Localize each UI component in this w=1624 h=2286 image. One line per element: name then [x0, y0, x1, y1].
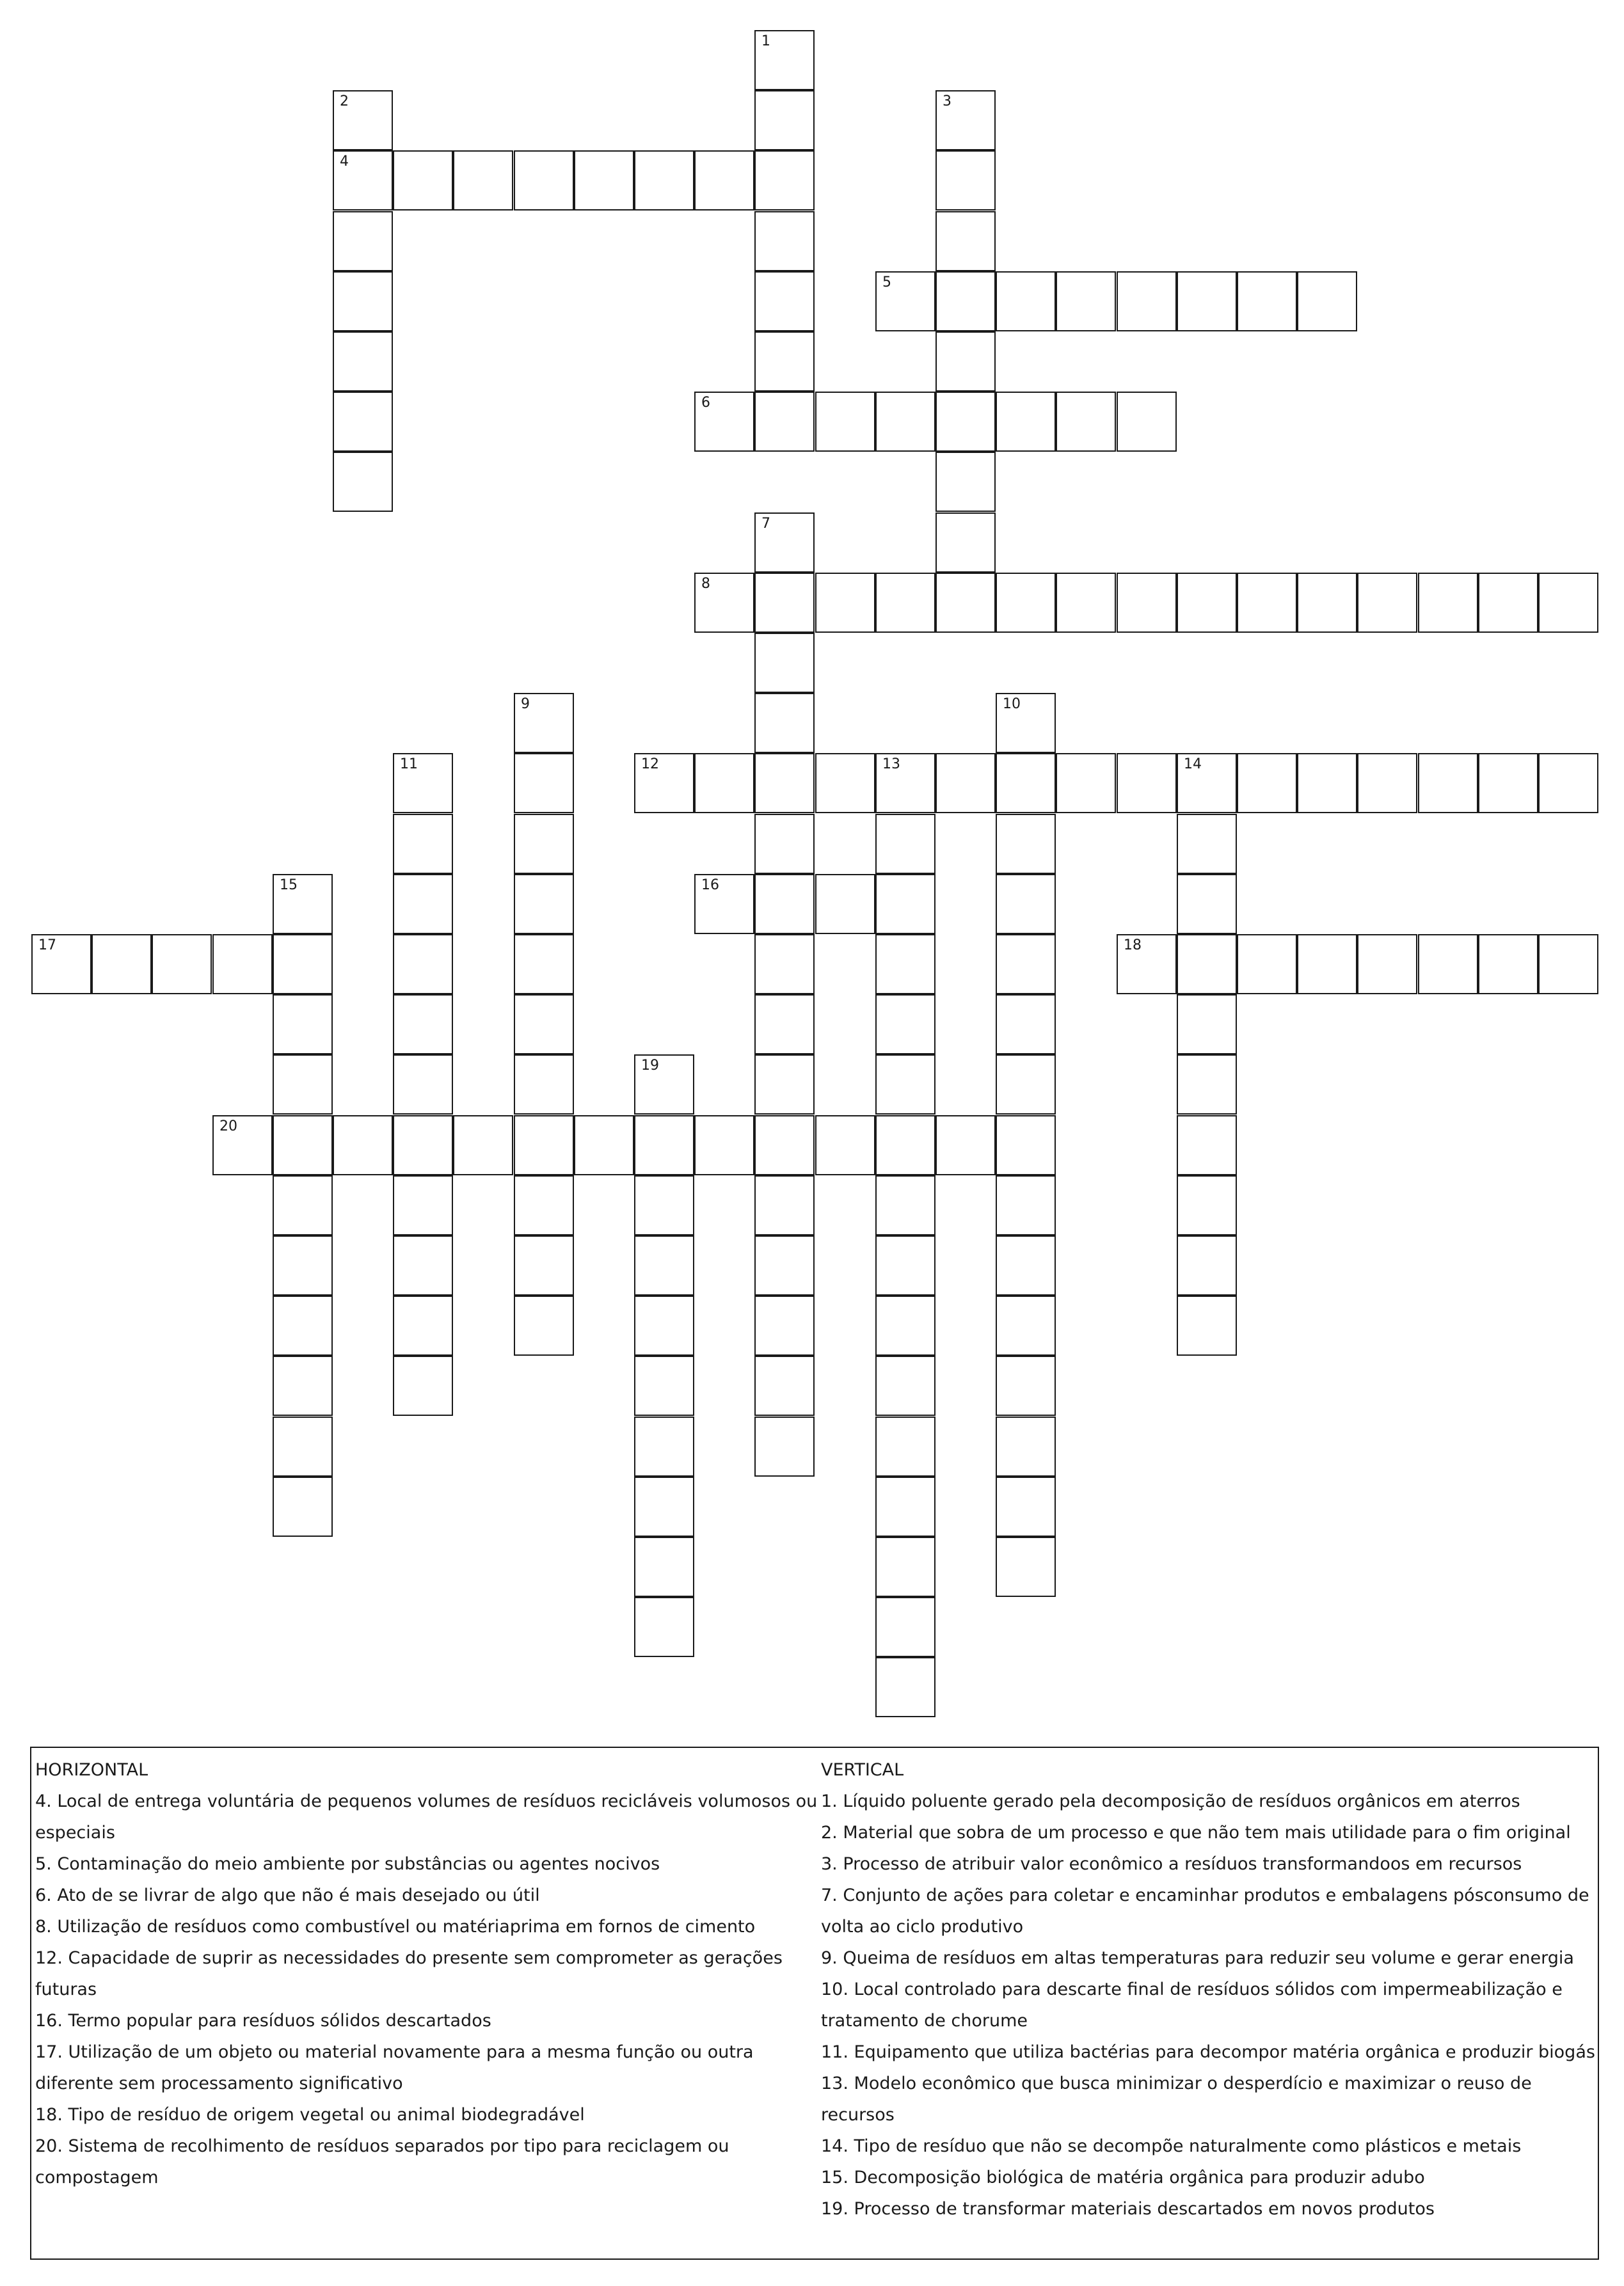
grid-cell[interactable] [1177, 874, 1237, 934]
grid-cell[interactable] [273, 1477, 333, 1537]
grid-cell[interactable] [996, 573, 1056, 633]
grid-cell[interactable] [634, 1296, 694, 1356]
grid-cell[interactable] [875, 573, 935, 633]
grid-cell[interactable] [694, 1115, 754, 1175]
grid-cell[interactable] [333, 271, 393, 331]
grid-cell[interactable] [754, 512, 815, 573]
horizontal-clue-list [35, 1786, 822, 2193]
grid-cell[interactable] [273, 1356, 333, 1416]
grid-cell[interactable] [754, 814, 815, 874]
clue-item: 4. Local de entrega voluntária de pequenos volumes de resíduos recicláveis volumosos ou especiais [35, 1791, 818, 1843]
grid-cell[interactable] [875, 271, 935, 331]
grid-cell[interactable] [1117, 271, 1177, 331]
grid-cell[interactable] [875, 934, 935, 994]
grid-cell[interactable] [453, 1115, 513, 1175]
grid-cell[interactable] [1478, 753, 1538, 813]
grid-cell[interactable] [273, 1235, 333, 1296]
grid-cell[interactable] [754, 211, 815, 271]
grid-cell[interactable] [1297, 753, 1357, 813]
grid-cell[interactable] [1297, 934, 1357, 994]
grid-cell[interactable] [393, 1054, 453, 1115]
clue-number: 6 [701, 395, 710, 411]
grid-cell[interactable] [815, 1115, 875, 1175]
grid-cell[interactable] [1237, 573, 1297, 633]
grid-cell[interactable] [935, 753, 996, 813]
grid-cell[interactable] [333, 1115, 393, 1175]
grid-cell[interactable] [634, 1356, 694, 1416]
grid-cell[interactable] [273, 1296, 333, 1356]
clue-number: 7 [761, 516, 770, 532]
grid-cell[interactable] [694, 392, 754, 452]
grid-cell[interactable] [694, 753, 754, 813]
grid-cell[interactable] [92, 934, 152, 994]
grid-cell[interactable] [996, 1477, 1056, 1537]
grid-cell[interactable] [514, 994, 574, 1054]
grid-cell[interactable] [875, 392, 935, 452]
grid-cell[interactable] [875, 1175, 935, 1235]
grid-cell[interactable] [333, 392, 393, 452]
grid-cell[interactable] [514, 1235, 574, 1296]
grid-cell[interactable] [514, 934, 574, 994]
grid-cell[interactable] [273, 874, 333, 934]
grid-cell[interactable] [514, 1175, 574, 1235]
grid-cell[interactable] [996, 1296, 1056, 1356]
grid-cell[interactable] [393, 1115, 453, 1175]
vertical-clue-list [821, 1786, 1596, 2225]
clue-item: 3. Processo de atribuir valor econômico a resíduos transformandoos em recursos [821, 1854, 1522, 1874]
grid-cell[interactable] [393, 814, 453, 874]
clue-item: 13. Modelo econômico que busca minimizar o desperdício e maximizar o reuso de recursos [821, 2074, 1532, 2125]
grid-cell[interactable] [514, 150, 574, 210]
clue-number: 10 [1003, 696, 1021, 712]
grid-cell[interactable] [514, 693, 574, 753]
grid-cell[interactable] [996, 392, 1056, 452]
grid-cell[interactable] [754, 392, 815, 452]
clue-number: 20 [219, 1118, 237, 1134]
grid-cell[interactable] [1418, 753, 1478, 813]
grid-cell[interactable] [333, 211, 393, 271]
grid-cell[interactable] [1538, 934, 1598, 994]
grid-cell[interactable] [996, 874, 1056, 934]
clue-number: 17 [38, 937, 56, 953]
grid-cell[interactable] [996, 693, 1056, 753]
clue-item: 15. Decomposição biológica de matéria orgânica para produzir adubo [821, 2168, 1425, 2187]
grid-cell[interactable] [1117, 392, 1177, 452]
grid-cell[interactable] [754, 90, 815, 150]
grid-cell[interactable] [875, 1115, 935, 1175]
grid-cell[interactable] [1056, 392, 1116, 452]
grid-cell[interactable] [1237, 934, 1297, 994]
grid-cell[interactable] [996, 1115, 1056, 1175]
grid-cell[interactable] [273, 934, 333, 994]
grid-cell[interactable] [333, 90, 393, 150]
grid-cell[interactable] [754, 30, 815, 90]
clue-number: 1 [761, 33, 770, 49]
grid-cell[interactable] [514, 1054, 574, 1115]
grid-cell[interactable] [1177, 573, 1237, 633]
grid-cell[interactable] [514, 814, 574, 874]
grid-cell[interactable] [1177, 934, 1237, 994]
clue-item: 8. Utilização de resíduos como combustível ou matériaprima em fornos de cimento [35, 1917, 756, 1937]
grid-cell[interactable] [393, 1296, 453, 1356]
grid-cell[interactable] [393, 874, 453, 934]
grid-cell[interactable] [815, 753, 875, 813]
grid-cell[interactable] [634, 150, 694, 210]
grid-cell[interactable] [875, 1657, 935, 1717]
clue-item: 6. Ato de se livrar de algo que não é mais desejado ou útil [35, 1885, 540, 1905]
grid-cell[interactable] [574, 150, 634, 210]
grid-cell[interactable] [754, 874, 815, 934]
grid-cell[interactable] [514, 874, 574, 934]
grid-cell[interactable] [393, 994, 453, 1054]
grid-cell[interactable] [1478, 573, 1538, 633]
grid-cell[interactable] [875, 1597, 935, 1657]
grid-cell[interactable] [754, 1115, 815, 1175]
grid-cell[interactable] [996, 1356, 1056, 1416]
grid-cell[interactable] [1297, 573, 1357, 633]
clue-number: 18 [1124, 937, 1142, 953]
grid-cell[interactable] [694, 150, 754, 210]
vertical-heading: VERTICAL [821, 1760, 904, 1780]
grid-cell[interactable] [935, 271, 996, 331]
clues-box [30, 1747, 1599, 2260]
grid-cell[interactable] [875, 814, 935, 874]
grid-cell[interactable] [333, 452, 393, 512]
grid-cell[interactable] [754, 753, 815, 813]
grid-cell[interactable] [935, 392, 996, 452]
grid-cell[interactable] [996, 994, 1056, 1054]
grid-cell[interactable] [634, 1537, 694, 1597]
grid-cell[interactable] [1056, 753, 1116, 813]
clue-item: 14. Tipo de resíduo que não se decompõe naturalmente como plásticos e metais [821, 2136, 1522, 2156]
clue-item: 18. Tipo de resíduo de origem vegetal ou animal biodegradável [35, 2105, 585, 2125]
grid-cell[interactable] [1177, 1115, 1237, 1175]
grid-cell[interactable] [815, 573, 875, 633]
clue-item: 10. Local controlado para descarte final de resíduos sólidos com impermeabilização e tratamento de chorume [821, 1980, 1563, 2031]
grid-cell[interactable] [935, 1115, 996, 1175]
grid-cell[interactable] [875, 753, 935, 813]
grid-cell[interactable] [935, 90, 996, 150]
grid-cell[interactable] [815, 874, 875, 934]
grid-cell[interactable] [1538, 573, 1598, 633]
grid-cell[interactable] [574, 1115, 634, 1175]
grid-cell[interactable] [634, 1115, 694, 1175]
clue-number: 5 [882, 274, 891, 290]
clue-number: 14 [1184, 756, 1202, 772]
grid-cell[interactable] [875, 994, 935, 1054]
clue-number: 11 [400, 756, 418, 772]
clue-number: 3 [943, 93, 951, 109]
grid-cell[interactable] [212, 934, 273, 994]
grid-cell[interactable] [754, 693, 815, 753]
grid-cell[interactable] [393, 1175, 453, 1235]
grid-cell[interactable] [935, 150, 996, 210]
grid-cell[interactable] [1177, 753, 1237, 813]
grid-cell[interactable] [875, 1537, 935, 1597]
grid-cell[interactable] [393, 1356, 453, 1416]
clue-number: 15 [280, 877, 298, 893]
grid-cell[interactable] [754, 633, 815, 693]
clue-number: 13 [882, 756, 900, 772]
grid-cell[interactable] [996, 1054, 1056, 1115]
clue-item: 17. Utilização de um objeto ou material novamente para a mesma função ou outra diferente sem processamento significativo [35, 2042, 754, 2093]
clue-item: 20. Sistema de recolhimento de resíduos separados por tipo para reciclagem ou compostagem [35, 2136, 729, 2187]
grid-cell[interactable] [393, 934, 453, 994]
clue-number: 16 [701, 877, 719, 893]
grid-cell[interactable] [996, 271, 1056, 331]
clue-number: 19 [641, 1058, 659, 1074]
grid-cell[interactable] [1177, 1235, 1237, 1296]
grid-cell[interactable] [1177, 994, 1237, 1054]
grid-cell[interactable] [754, 1175, 815, 1235]
clue-number: 2 [340, 93, 349, 109]
grid-cell[interactable] [634, 1054, 694, 1115]
grid-cell[interactable] [273, 1054, 333, 1115]
grid-cell[interactable] [514, 753, 574, 813]
grid-cell[interactable] [634, 1417, 694, 1477]
clue-number: 8 [701, 576, 710, 592]
horizontal-clues-column [35, 1754, 822, 2193]
grid-cell[interactable] [815, 392, 875, 452]
grid-cell[interactable] [273, 994, 333, 1054]
grid-cell[interactable] [393, 1235, 453, 1296]
clue-number: 12 [641, 756, 659, 772]
grid-cell[interactable] [1357, 753, 1417, 813]
grid-cell[interactable] [1177, 1296, 1237, 1356]
grid-cell[interactable] [754, 934, 815, 994]
grid-cell[interactable] [333, 150, 393, 210]
grid-cell[interactable] [754, 150, 815, 210]
grid-cell[interactable] [1418, 573, 1478, 633]
grid-cell[interactable] [273, 1175, 333, 1235]
grid-cell[interactable] [634, 1235, 694, 1296]
clue-item: 12. Capacidade de suprir as necessidades do presente sem comprometer as gerações futuras [35, 1948, 783, 1999]
grid-cell[interactable] [1538, 753, 1598, 813]
grid-cell[interactable] [1056, 573, 1116, 633]
grid-cell[interactable] [935, 331, 996, 392]
grid-cell[interactable] [634, 1477, 694, 1537]
grid-cell[interactable] [754, 1054, 815, 1115]
grid-cell[interactable] [1056, 271, 1116, 331]
grid-cell[interactable] [393, 753, 453, 813]
grid-cell[interactable] [875, 1477, 935, 1537]
grid-cell[interactable] [1418, 934, 1478, 994]
grid-cell[interactable] [694, 573, 754, 633]
clue-item: 5. Contaminação do meio ambiente por substâncias ou agentes nocivos [35, 1854, 660, 1874]
grid-cell[interactable] [634, 1175, 694, 1235]
grid-cell[interactable] [754, 1356, 815, 1416]
grid-cell[interactable] [935, 573, 996, 633]
grid-cell[interactable] [996, 753, 1056, 813]
grid-cell[interactable] [935, 452, 996, 512]
grid-cell[interactable] [634, 753, 694, 813]
grid-cell[interactable] [875, 1296, 935, 1356]
grid-cell[interactable] [935, 512, 996, 573]
grid-cell[interactable] [1237, 271, 1297, 331]
clue-item: 19. Processo de transformar materiais descartados em novos produtos [821, 2199, 1435, 2219]
grid-cell[interactable] [754, 331, 815, 392]
grid-cell[interactable] [1297, 271, 1357, 331]
clue-item: 1. Líquido poluente gerado pela decomposição de resíduos orgânicos em aterros [821, 1791, 1520, 1811]
grid-cell[interactable] [875, 874, 935, 934]
grid-cell[interactable] [875, 1356, 935, 1416]
grid-cell[interactable] [514, 1115, 574, 1175]
grid-cell[interactable] [31, 934, 92, 994]
grid-cell[interactable] [996, 1417, 1056, 1477]
grid-cell[interactable] [273, 1115, 333, 1175]
grid-cell[interactable] [514, 1296, 574, 1356]
clue-item: 9. Queima de resíduos em altas temperaturas para reduzir seu volume e gerar energia [821, 1948, 1574, 1968]
grid-cell[interactable] [935, 211, 996, 271]
grid-cell[interactable] [152, 934, 212, 994]
grid-cell[interactable] [1478, 934, 1538, 994]
grid-cell[interactable] [996, 1537, 1056, 1597]
grid-cell[interactable] [754, 271, 815, 331]
grid-cell[interactable] [1177, 271, 1237, 331]
grid-cell[interactable] [875, 1054, 935, 1115]
grid-cell[interactable] [634, 1597, 694, 1657]
clue-number: 9 [521, 696, 530, 712]
grid-cell[interactable] [1177, 1054, 1237, 1115]
grid-cell[interactable] [996, 1175, 1056, 1235]
clue-item: 2. Material que sobra de um processo e que não tem mais utilidade para o fim original [821, 1823, 1571, 1843]
grid-cell[interactable] [875, 1235, 935, 1296]
clue-item: 11. Equipamento que utiliza bactérias para decompor matéria orgânica e produzir biogás [821, 2042, 1595, 2062]
grid-cell[interactable] [754, 994, 815, 1054]
grid-cell[interactable] [875, 1417, 935, 1477]
grid-cell[interactable] [754, 573, 815, 633]
grid-cell[interactable] [1237, 753, 1297, 813]
grid-cell[interactable] [754, 1296, 815, 1356]
grid-cell[interactable] [1177, 1175, 1237, 1235]
grid-cell[interactable] [1117, 753, 1177, 813]
grid-cell[interactable] [996, 814, 1056, 874]
grid-cell[interactable] [1357, 934, 1417, 994]
grid-cell[interactable] [1357, 573, 1417, 633]
clue-item: 16. Termo popular para resíduos sólidos descartados [35, 2011, 491, 2031]
grid-cell[interactable] [333, 331, 393, 392]
grid-cell[interactable] [453, 150, 513, 210]
clue-number: 4 [340, 154, 349, 170]
grid-cell[interactable] [996, 1235, 1056, 1296]
grid-cell[interactable] [273, 1417, 333, 1477]
grid-cell[interactable] [1177, 814, 1237, 874]
grid-cell[interactable] [1117, 934, 1177, 994]
grid-cell[interactable] [754, 1235, 815, 1296]
grid-cell[interactable] [212, 1115, 273, 1175]
grid-cell[interactable] [996, 934, 1056, 994]
clue-item: 7. Conjunto de ações para coletar e encaminhar produtos e embalagens pósconsumo de volta ao ciclo produtivo [821, 1885, 1589, 1937]
grid-cell[interactable] [1117, 573, 1177, 633]
vertical-clues-column [821, 1754, 1596, 2225]
grid-cell[interactable] [393, 150, 453, 210]
grid-cell[interactable] [694, 874, 754, 934]
horizontal-heading: HORIZONTAL [35, 1760, 148, 1780]
grid-cell[interactable] [754, 1417, 815, 1477]
